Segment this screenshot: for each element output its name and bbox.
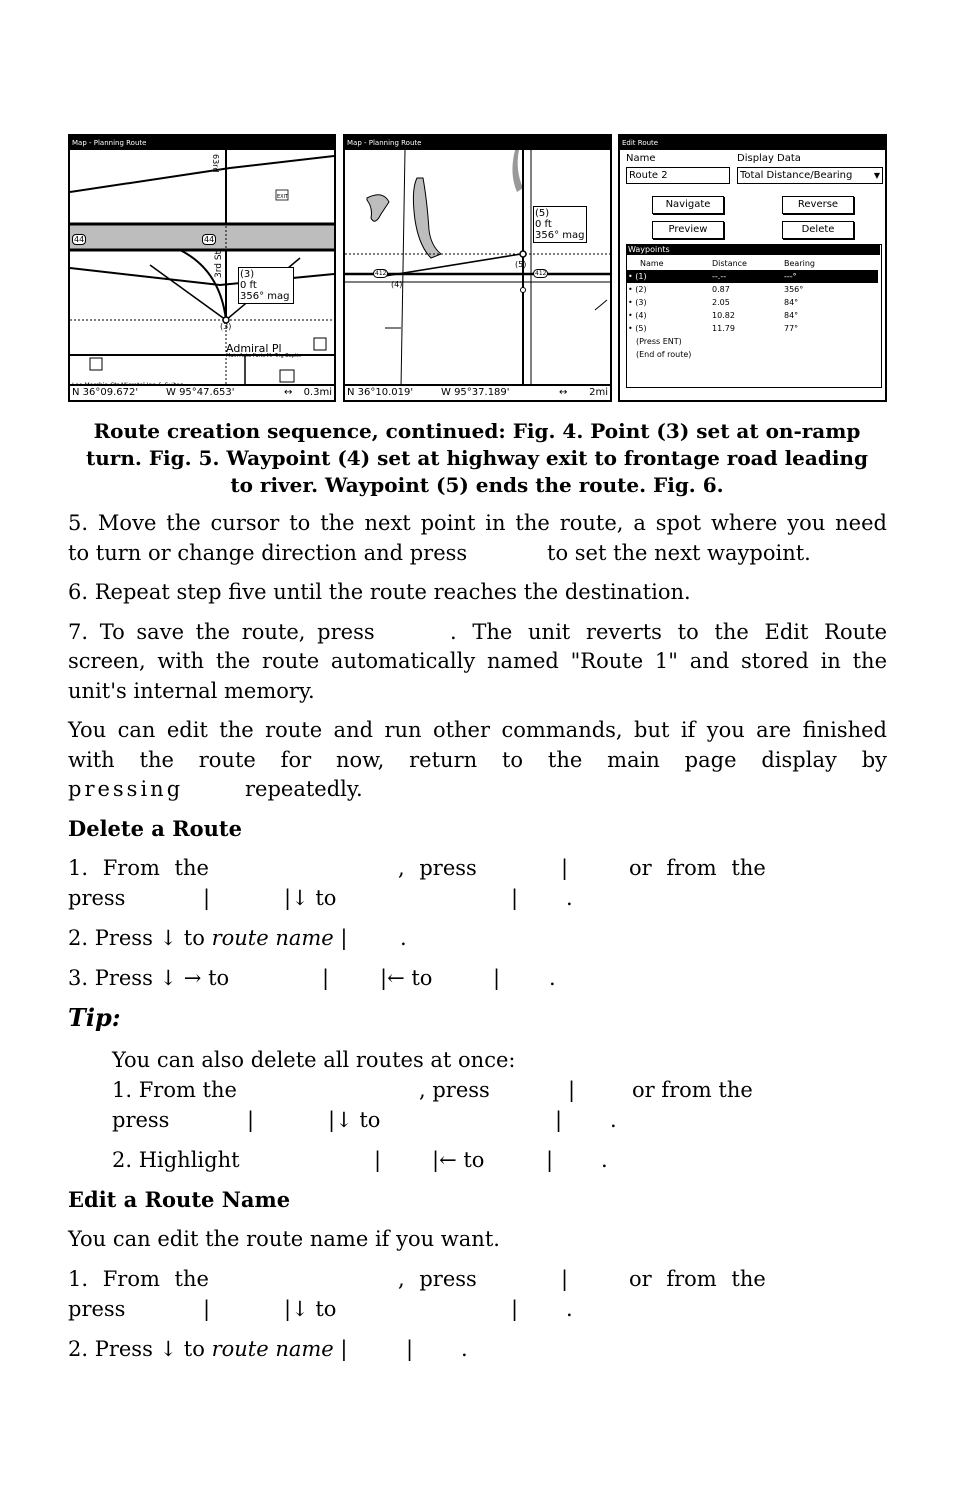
text-span: | [322,966,330,990]
text-span: repeatedly. [245,777,363,801]
display-data-select[interactable] [737,167,883,184]
fig5-title-bar: Map - Planning Route [345,136,610,150]
poi-icon [314,338,326,350]
waypoint-name: • (4) [628,311,647,320]
paragraph-line [68,1264,766,1294]
fig6-edit-route-screen [618,134,887,402]
text-span: . [610,1108,617,1132]
waypoint-name: • (1) [628,272,647,281]
text-span: 2. Highlight [112,1148,240,1172]
fig5-status-bar [345,384,610,400]
text-span: | [203,1297,211,1321]
waypoint-bearing: 356° [784,285,804,294]
text-span: , press [398,1267,477,1291]
text-span: to set the next waypoint. [547,541,811,565]
text-span: 1. From the [68,856,209,880]
table-row[interactable] [626,271,878,283]
text-span: . The unit reverts to the Edit Route [450,620,887,644]
waypoint-distance: 11.79 [712,324,735,333]
exit-sign-text: EXIT [277,194,289,200]
waypoint-bearing: 84° [784,311,799,320]
waypoint-bearing: 77° [784,324,799,333]
road [70,156,334,192]
text-span: | [568,1078,576,1102]
text-span: | [406,1337,414,1361]
text-span: or from the [632,1078,753,1102]
text-span: | [340,926,348,950]
fig6-title-bar: Edit Route [620,136,885,150]
dropdown-arrow-icon: ▼ [873,171,880,180]
route-line [385,254,521,276]
popup-name: (3) [240,269,255,280]
road-label-44: 44 [74,235,85,244]
road [70,268,334,285]
waypoint-popup [238,267,294,304]
lake [367,195,389,221]
paragraph-line: 5. Move the cursor to the next point in the route, a spot where you need [68,511,887,535]
table-row[interactable] [626,284,878,296]
caption-line: to river. Waypoint (5) ends the route. Fig. 6. [230,473,724,497]
lat-readout: N 36°09.672' [72,387,139,398]
road [401,150,405,388]
display-data-label: Display Data [737,153,801,164]
column-distance: Distance [712,259,747,268]
text-span: . [400,926,407,950]
text-span: | [511,886,519,910]
waypoints-header: Waypoints [626,244,880,255]
text-span: | [340,1337,348,1361]
river [413,178,441,258]
text-span: |↓ to [284,1297,337,1321]
waypoint-distance: --.-- [712,272,727,281]
paragraph-line: screen, with the route automatically named "Route 1" and stored in the [68,649,887,673]
highway-shield: 412 [375,270,387,277]
tip-line [112,1105,617,1135]
paragraph-line [68,538,811,568]
table-row[interactable] [626,297,878,309]
text-span: |↓ to [328,1108,381,1132]
text-span: | [511,1297,519,1321]
waypoint-distance: 10.82 [712,311,735,320]
waypoint-4-marker [521,288,526,293]
table-row[interactable] [626,310,878,322]
paragraph-line [68,1294,573,1324]
waypoint-bearing: ---° [784,272,797,281]
text-span: , press [398,856,477,880]
paragraph-line: You can edit the route name if you want. [68,1227,500,1251]
paragraph-line [68,963,556,993]
waypoint-name: • (2) [628,285,647,294]
text-span: | [555,1108,563,1132]
waypoint-5-marker [520,251,526,257]
text-span: . [566,886,573,910]
waypoint-popup [533,206,587,243]
caption-line: turn. Fig. 5. Waypoint (4) set at highway exit to frontage road leading [86,446,868,470]
text-span: or from the [629,1267,766,1291]
paragraph-line [68,853,766,883]
paragraph-line: with the route for now, return to the main page display by [68,748,887,772]
fig4-title-bar: Map - Planning Route [70,136,334,150]
fig4-status-bar [70,384,334,400]
text-span: | [374,1148,382,1172]
waypoint-bearing: 84° [784,298,799,307]
paragraph-line [68,1334,468,1364]
tip-heading: Tip: [68,1003,121,1032]
tip-line [112,1075,753,1105]
text-span: . [549,966,556,990]
text-span: |↓ to [284,886,337,910]
road-label-63rd: 63rd [211,154,220,173]
text-span: 2. Press ↓ to [68,926,205,950]
waypoint-3-label: (3) [220,322,232,331]
text-span: |← to [432,1148,485,1172]
caption-line: Route creation sequence, continued: Fig. 4. Point (3) set at on-ramp [93,419,861,443]
delete-button[interactable]: Delete [782,221,854,239]
text-span: 2. Press ↓ to [68,1337,205,1361]
text-span: pressing [68,777,184,801]
text-span: | [546,1148,554,1172]
paragraph-line [68,774,363,804]
tip-line [112,1145,608,1175]
road-label-44: 44 [204,235,215,244]
text-span: 1. From the [112,1078,237,1102]
text-span: 1. From the [68,1267,209,1291]
name-label: Name [626,153,656,164]
poi-text: Main Auto Parts Mr Trig Baptis [226,353,301,359]
poi-icon [90,358,102,370]
section-heading-delete-route: Delete a Route [68,816,242,841]
column-name: Name [640,259,664,268]
waypoint-name: • (3) [628,298,647,307]
popup-distance: 0 ft [240,280,257,291]
text-span: 3. Press ↓ → to [68,966,230,990]
waypoint-name: • (5) [628,324,647,333]
popup-name: (5) [535,208,550,219]
scale-arrow-icon: ↔ [284,387,293,398]
popup-distance: 0 ft [535,219,552,230]
paragraph-line [68,883,573,913]
column-bearing: Bearing [784,259,815,268]
text-span: | [493,966,501,990]
text-span: press [68,1297,126,1321]
text-span: | [247,1108,255,1132]
text-span: | [561,1267,569,1291]
lon-readout: W 95°37.189' [441,387,510,398]
fig5-map-screen [343,134,612,402]
poi-icon [280,370,294,382]
lon-readout: W 95°47.653' [166,387,235,398]
scale-arrow-icon: ↔ [559,387,568,398]
waypoint-distance: 2.05 [712,298,730,307]
paragraph-line [68,617,887,647]
waypoint-5-label: (5) [515,260,527,269]
text-span: route name [211,1337,334,1361]
text-span: route name [211,926,334,950]
text-span: press [112,1108,170,1132]
text-span: 7. To save the route, press [68,620,375,644]
text-span: | [203,886,211,910]
text-span: , press [419,1078,490,1102]
text-span: |← to [380,966,433,990]
end-of-route-text: (End of route) [636,350,692,359]
text-span: . [601,1148,608,1172]
tip-line: You can also delete all routes at once: [112,1048,516,1072]
preview-button[interactable]: Preview [652,221,724,239]
press-ent-text: (Press ENT) [636,337,682,346]
text-span: press [68,886,126,910]
place-label: Admiral Pl [226,342,282,355]
scale-readout: 0.3mi [303,387,332,398]
waypoint-4-label: (4) [391,280,403,289]
lat-readout: N 36°10.019' [347,387,414,398]
reverse-button[interactable]: Reverse [782,196,854,214]
text-span: to turn or change direction and press [68,541,468,565]
navigate-button[interactable]: Navigate [652,196,724,214]
text-span: . [566,1297,573,1321]
table-row[interactable] [626,323,878,335]
display-data-value: Total Distance/Bearing [740,170,853,181]
end-of-route-row [626,349,878,361]
paragraph-line: You can edit the route and run other commands, but if you are finished [68,718,887,742]
waypoint-distance: 0.87 [712,285,730,294]
text-span: . [461,1337,468,1361]
fig4-map-screen [68,134,336,402]
route-name-field[interactable]: Route 2 [626,167,730,184]
waypoints-column-headers [626,258,878,271]
text-span: or from the [629,856,766,880]
road-label-3rd-st: 3rd St [214,250,224,278]
paragraph-line: unit's internal memory. [68,679,315,703]
section-heading-edit-route-name: Edit a Route Name [68,1187,291,1212]
paragraph-line: 6. Repeat step five until the route reaches the destination. [68,580,691,604]
scale-readout: 2mi [589,387,608,398]
popup-bearing: 356° mag [535,230,585,241]
text-span: | [561,856,569,880]
river-main [512,150,523,192]
paragraph-line [68,923,407,953]
highway-shield: 412 [535,270,547,277]
figure-caption [70,418,884,499]
press-ent-row[interactable] [626,336,878,348]
popup-bearing: 356° mag [240,291,290,302]
